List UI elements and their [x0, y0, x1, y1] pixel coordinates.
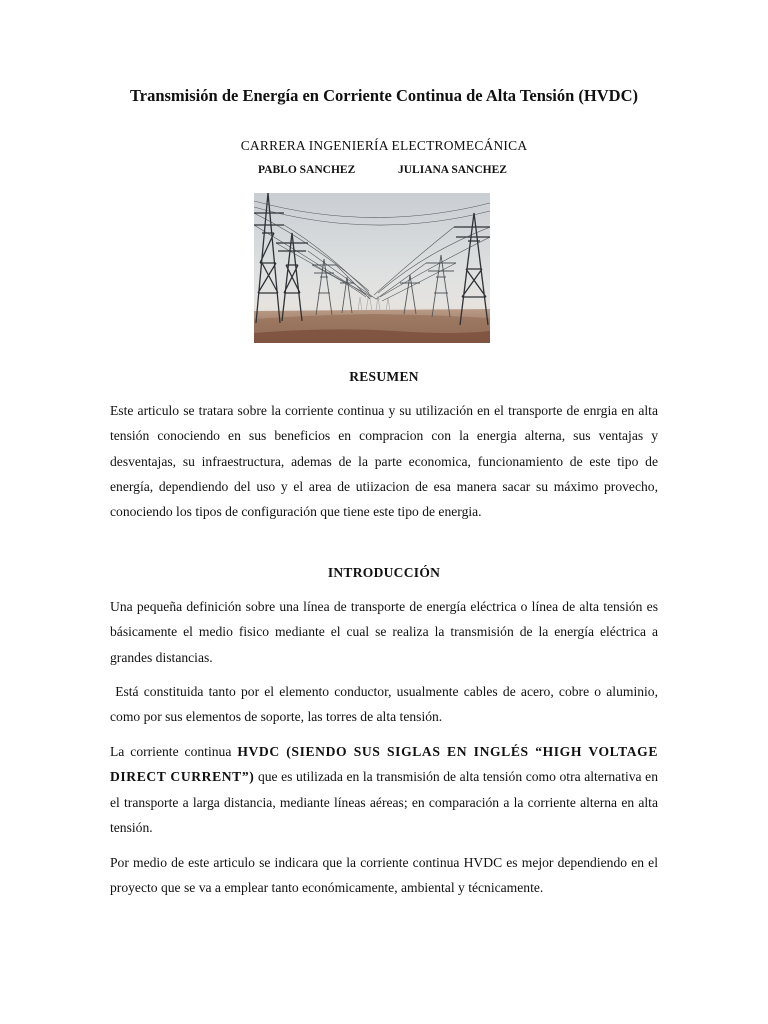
intro-paragraph-3	[110, 739, 658, 840]
transmission-towers-image	[254, 193, 490, 343]
author-name: PABLO SANCHEZ	[258, 164, 356, 176]
resumen-heading: RESUMEN	[349, 369, 419, 384]
transmission-towers-photo	[254, 193, 490, 343]
intro-p3-post: que es utilizada en la transmisión de alta tensión como otra alternativa en el transporte a larga distancia, mediante líneas aéreas; en comparación a la corriente alterna en alta tensión.	[110, 769, 658, 835]
intro-paragraph-1: Una pequeña definición sobre una línea de transporte de energía eléctrica o línea de alta tensión es básicamente el medio fisico mediante el cual se realiza la transmisión de la energía eléctrica a grandes distancias.	[110, 599, 658, 665]
intro-p3-pre: La corriente continua	[110, 744, 238, 759]
intro-paragraph-2: Está constituida tanto por el elemento conductor, usualmente cables de acero, cobre o aluminio, como por sus elementos de soporte, las torres de alta tensión.	[110, 684, 662, 725]
resumen-paragraph: Este articulo se tratara sobre la corriente continua y su utilización en el transporte de enrgia en alta tensión conociendo en sus beneficios en compracion con la energia alterna, sus ventajas y desventajas, su infraestructura, ademas de la parte economica, funcionamiento de este tipo de energía, dependiendo del uso y el area de utiizacion de esa manera sacar su máximo provecho, conociendo los tipos de configuración que tiene este tipo de energia.	[110, 403, 658, 520]
author-name: JULIANA SANCHEZ	[398, 164, 507, 176]
career-subtitle: CARRERA INGENIERÍA ELECTROMECÁNICA	[240, 138, 528, 153]
hvdc-acronym-bold: HVDC (SIENDO SUS SIGLAS EN INGLÉS “HIGH VOLTAGE DIRECT CURRENT”)	[110, 744, 658, 785]
intro-paragraph-4: Por medio de este articulo se indicara que la corriente continua HVDC es mejor dependiendo en el proyecto que se va a emplear tanto económicamente, ambiental y técnicamente.	[110, 855, 658, 896]
authors-line	[258, 163, 507, 177]
document-title: Transmisión de Energía en Corriente Continua de Alta Tensión (HVDC)	[129, 86, 639, 105]
introduccion-heading: INTRODUCCIÓN	[327, 565, 441, 580]
